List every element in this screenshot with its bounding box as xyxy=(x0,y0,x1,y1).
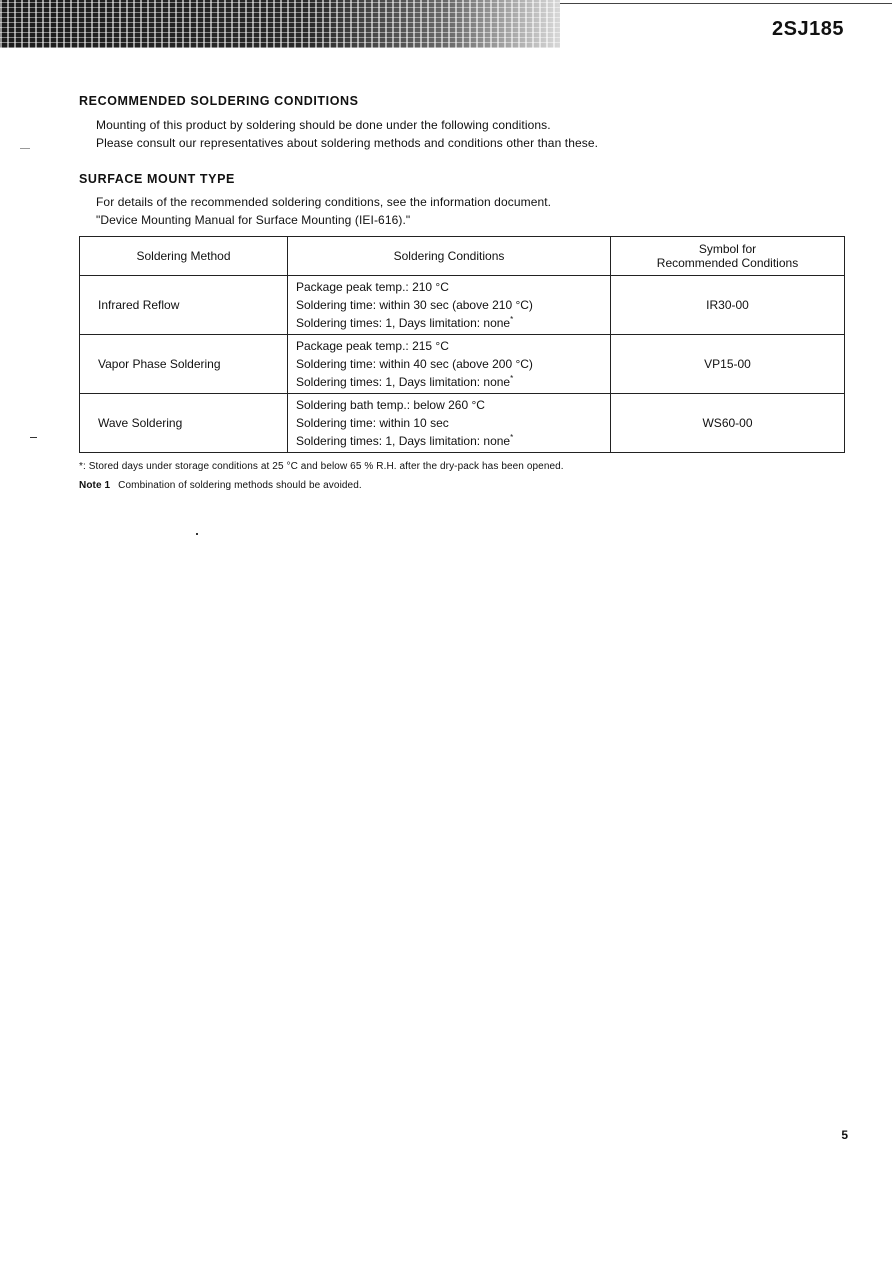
condition-line: Soldering time: within 40 sec (above 200 °C) xyxy=(296,357,533,371)
surface-mount-line-1: For details of the recommended soldering conditions, see the information document. xyxy=(96,195,552,209)
header-soldering-conditions: Soldering Conditions xyxy=(288,237,611,276)
row-symbol: VP15-00 xyxy=(611,335,845,394)
scan-speck xyxy=(20,148,30,149)
part-number: 2SJ185 xyxy=(772,18,844,40)
row-conditions xyxy=(288,335,611,394)
header-soldering-method: Soldering Method xyxy=(80,237,288,276)
surface-mount-heading: SURFACE MOUNT TYPE xyxy=(79,172,235,186)
header-band xyxy=(0,0,560,48)
page-number: 5 xyxy=(841,1128,848,1142)
surface-mount-paragraph xyxy=(96,193,551,229)
row-method: Wave Soldering xyxy=(80,394,288,453)
asterisk-mark: * xyxy=(510,315,514,324)
recommended-heading: RECOMMENDED SOLDERING CONDITIONS xyxy=(79,94,359,108)
asterisk-mark: * xyxy=(510,433,514,442)
recommended-line-2: Please consult our representatives about soldering methods and conditions other than these. xyxy=(96,136,599,150)
table-row xyxy=(80,335,845,394)
condition-line: Soldering time: within 30 sec (above 210 °C) xyxy=(296,298,533,312)
note-1 xyxy=(79,480,362,491)
condition-line: Soldering bath temp.: below 260 °C xyxy=(296,398,485,412)
header-symbol-line-2: Recommended Conditions xyxy=(656,256,799,270)
condition-text: Soldering times: 1, Days limitation: none xyxy=(296,316,511,330)
row-symbol: WS60-00 xyxy=(611,394,845,453)
row-method: Infrared Reflow xyxy=(80,276,288,335)
asterisk-footnote: *: Stored days under storage conditions at 25 °C and below 65 % R.H. after the dry-pack has been opened. xyxy=(79,461,564,472)
row-symbol: IR30-00 xyxy=(611,276,845,335)
soldering-conditions-table xyxy=(79,236,845,453)
condition-line: Package peak temp.: 210 °C xyxy=(296,280,449,294)
recommended-paragraph xyxy=(96,116,598,152)
condition-line: Package peak temp.: 215 °C xyxy=(296,339,449,353)
table-row xyxy=(80,394,845,453)
scan-speck xyxy=(30,437,37,438)
row-conditions xyxy=(288,394,611,453)
condition-text: Soldering times: 1, Days limitation: none xyxy=(296,375,511,389)
condition-line: Soldering time: within 10 sec xyxy=(296,416,449,430)
condition-line xyxy=(296,432,610,450)
note-1-label: Note 1 xyxy=(79,480,111,491)
table-row xyxy=(80,276,845,335)
row-method: Vapor Phase Soldering xyxy=(80,335,288,394)
scan-speck xyxy=(196,533,198,535)
condition-line xyxy=(296,314,610,332)
asterisk-mark: * xyxy=(510,374,514,383)
note-1-text: Combination of soldering methods should be avoided. xyxy=(118,480,362,491)
surface-mount-line-2: "Device Mounting Manual for Surface Mounting (IEI-616)." xyxy=(96,213,411,227)
table-header-row xyxy=(80,237,845,276)
condition-line xyxy=(296,373,610,391)
condition-text: Soldering times: 1, Days limitation: none xyxy=(296,434,511,448)
header-symbol-line-1: Symbol for xyxy=(698,242,757,256)
header-symbol xyxy=(611,237,845,276)
row-conditions xyxy=(288,276,611,335)
recommended-line-1: Mounting of this product by soldering should be done under the following conditions. xyxy=(96,118,551,132)
header-rule xyxy=(560,3,892,4)
